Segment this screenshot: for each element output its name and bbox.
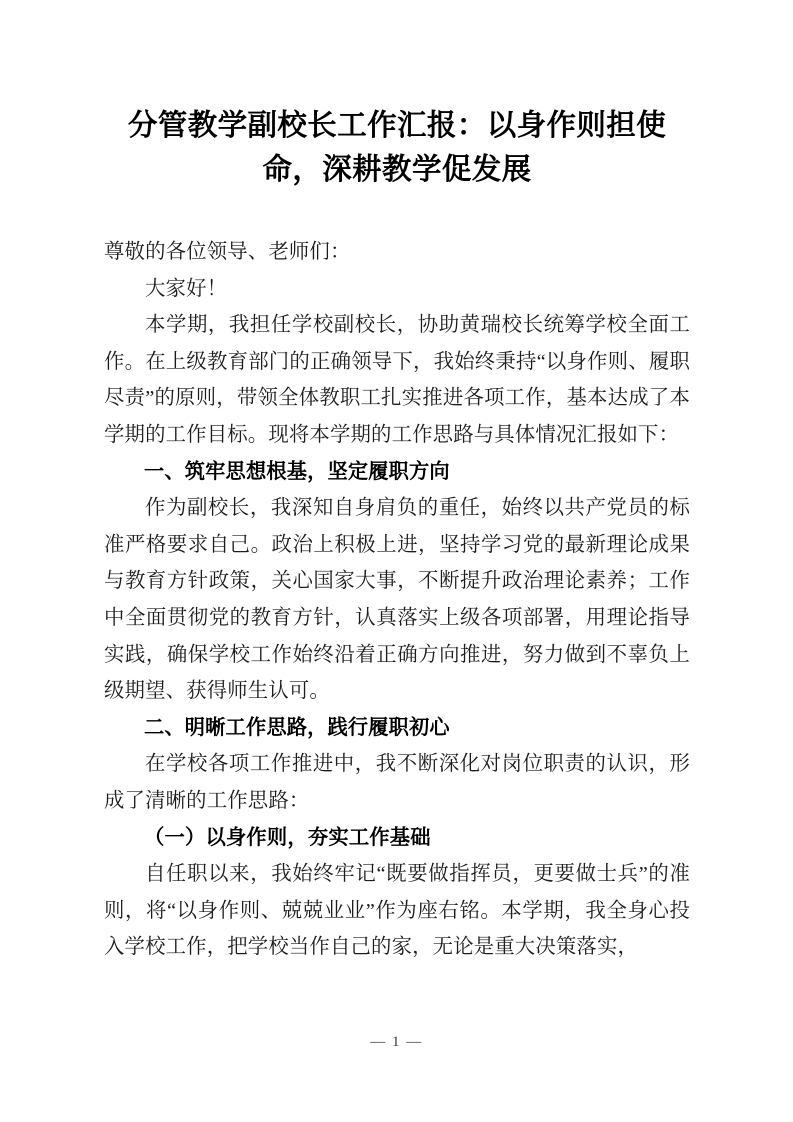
- salutation-paragraph: 尊敬的各位领导、老师们：: [104, 241, 351, 263]
- greeting-paragraph: 大家好！: [145, 277, 228, 300]
- page-number-footer: — 1 —: [370, 1034, 423, 1050]
- subsection-1-paragraph: 自任职以来，我始终牢记“既要做指挥员，更要做士兵”的准则，将“以身作则、兢兢业业”作为座右铭。本学期，我全身心投入学校工作，把学校当作自己的家，无论是重大决策落实，: [104, 863, 690, 959]
- section-heading-2: 二、明晰工作思路，践行履职初心: [144, 716, 450, 739]
- page-title-line-1: 分管教学副校长工作汇报：以身作则担使: [127, 110, 667, 142]
- document-body: [104, 104, 690, 966]
- opening-paragraph: 本学期，我担任学校副校长，协助黄瑞校长统筹学校全面工作。在上级教育部门的正确领导下，我始终秉持“以身作则、履职尽责”的原则，带领全体教职工扎实推进各项工作，基本达成了本学期的工作目标。现将本学期的工作思路与具体情况汇报如下：: [104, 314, 690, 446]
- page-title-line-2: 命，深耕教学促发展: [262, 154, 532, 186]
- section-1-paragraph: 作为副校长，我深知自身肩负的重任，始终以共产党员的标准严格要求自己。政治上积极上进，坚持学习党的最新理论成果与教育方针政策，关心国家大事，不断提升政治理论素养；工作中全面贯彻党的教育方针，认真落实上级各项部署，用理论指导实践，确保学校工作始终沿着正确方向推进，努力做到不辜负上级期望、获得师生认可。: [104, 497, 690, 703]
- subsection-heading-1: （一）以身作则，夯实工作基础: [144, 826, 431, 849]
- title-spacer: [104, 192, 690, 234]
- section-heading-1: 一、筑牢思想根基，坚定履职方向: [144, 460, 450, 483]
- section-2-paragraph: 在学校各项工作推进中，我不断深化对岗位职责的认识，形成了清晰的工作思路：: [104, 753, 690, 812]
- page-title: [104, 104, 690, 192]
